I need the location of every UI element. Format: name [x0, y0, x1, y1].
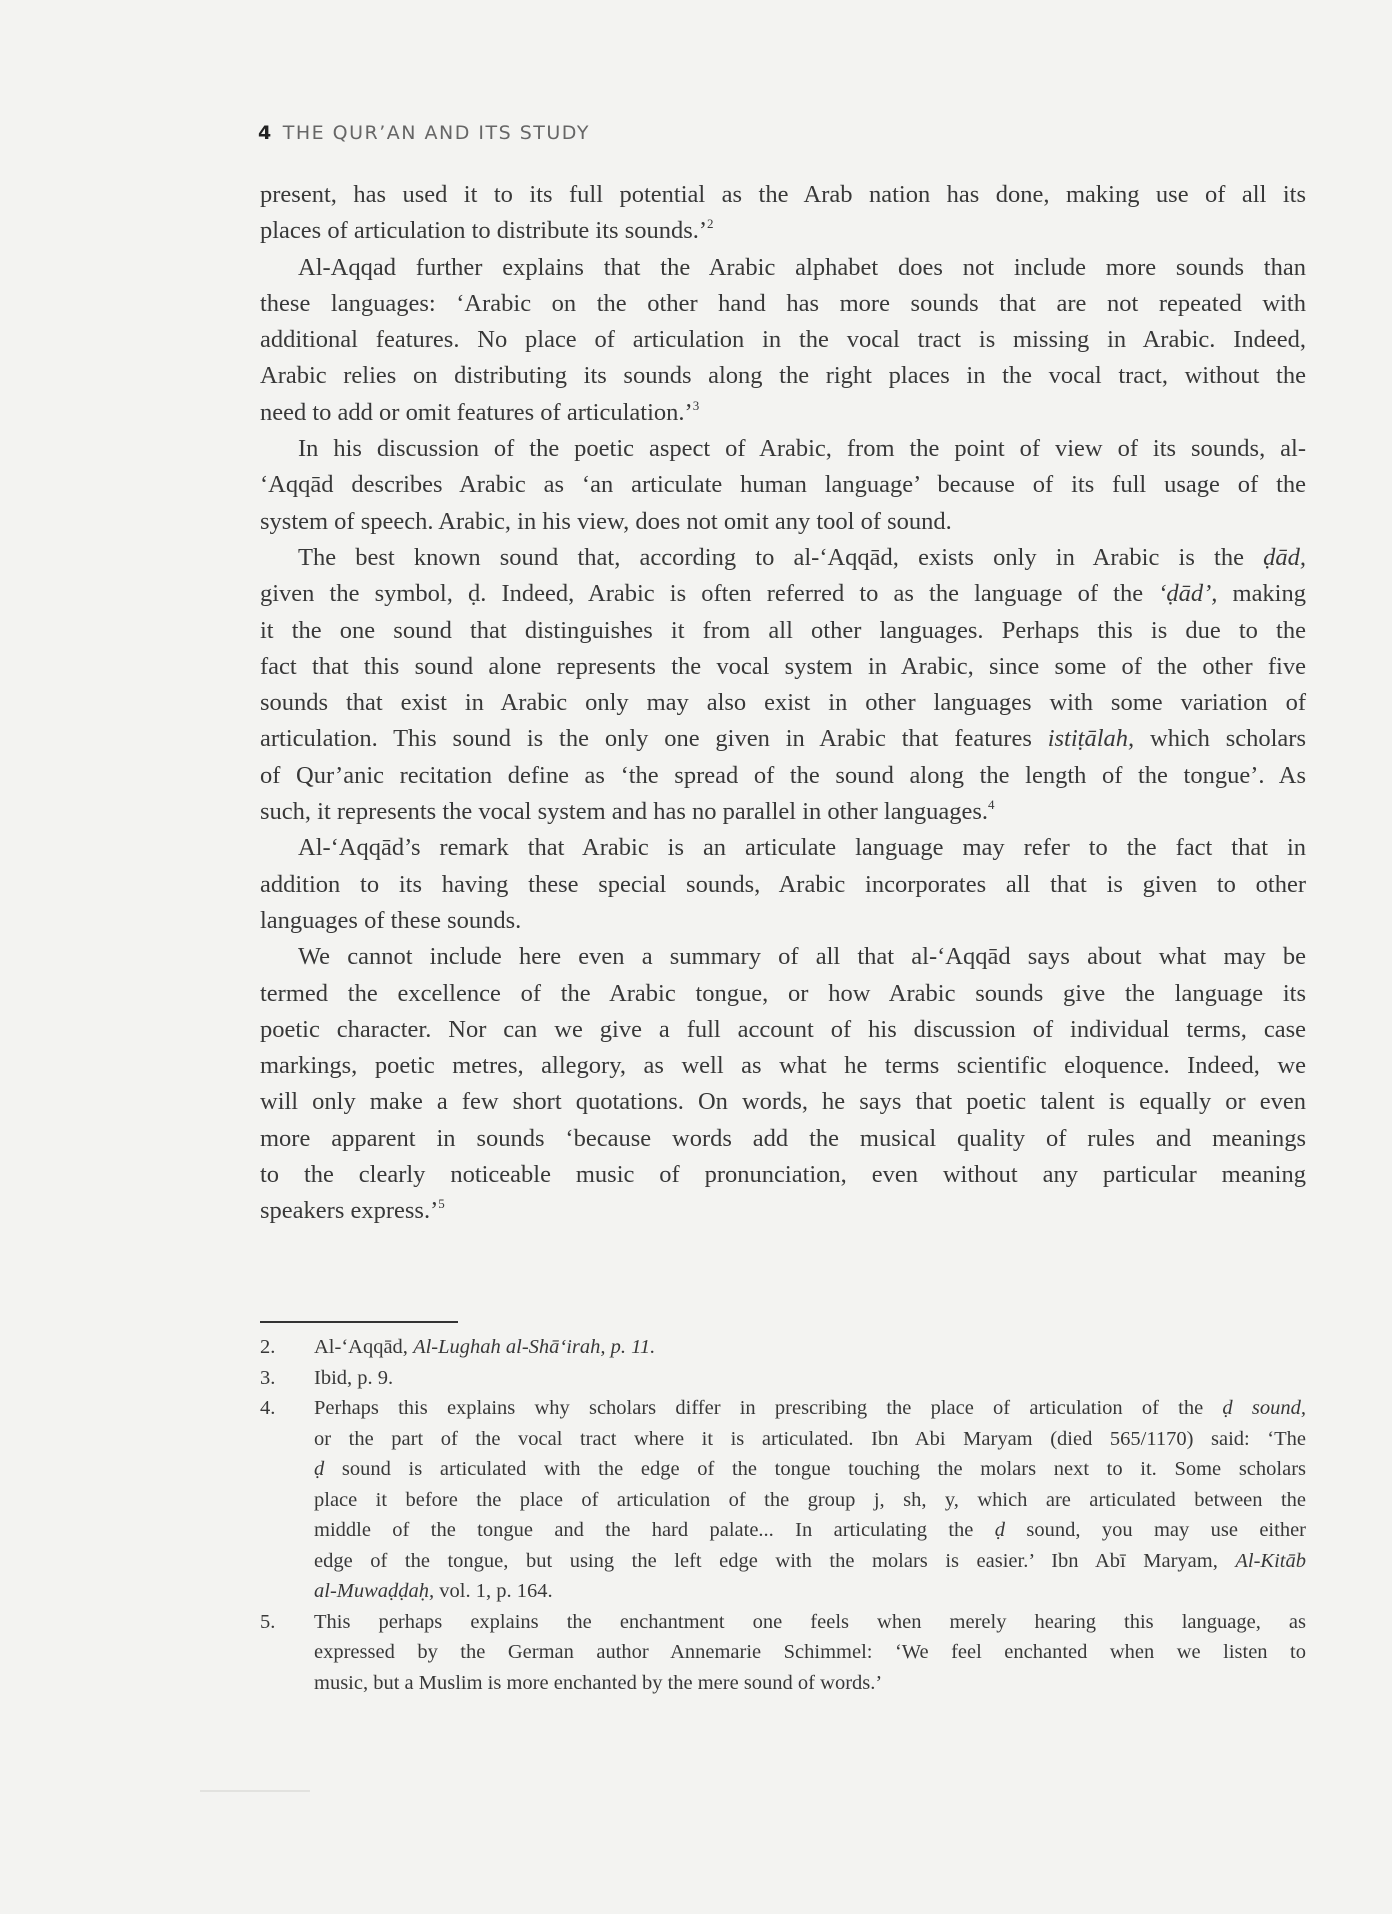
- text-run: such, it represents the vocal system and has no parallel in other languages.: [260, 798, 988, 826]
- text-line: [260, 395, 1306, 431]
- text-run: languages of these sounds.: [260, 906, 522, 934]
- text-line: [260, 903, 1306, 939]
- footnote: [260, 1332, 1306, 1363]
- text-run: Al-‘Aqqād,: [314, 1336, 414, 1358]
- text-run: these languages: ‘Arabic on the other hand has more sounds that are not repeated with: [260, 289, 1306, 317]
- text-run: present, has used it to its full potential as the Arab nation has done, making use of all its: [260, 181, 1306, 208]
- text-line: [314, 1332, 1306, 1363]
- text-line: [260, 1084, 1306, 1120]
- text-run: making: [1217, 580, 1306, 608]
- text-run: of Qur’anic recitation define as ‘the spread of the sound along the length of the tongue’. As: [260, 761, 1306, 789]
- text-line: [260, 1193, 1306, 1229]
- paragraph: [260, 830, 1306, 939]
- text-run: will only make a few short quotations. On words, he says that poetic talent is equally or even: [260, 1088, 1306, 1116]
- text-run: The best known sound that, according to al-‘Aqqād, exists only in Arabic is the: [298, 543, 1264, 571]
- italic-term: al-Muwaḍḍaḥ,: [314, 1580, 435, 1602]
- text-run: sounds that exist in Arabic only may also exist in other languages with some variation of: [260, 689, 1306, 717]
- text-line: [260, 758, 1306, 794]
- text-line: [260, 213, 1306, 249]
- italic-term: Al-Lughah al-Shā‘irah, p. 11.: [413, 1336, 656, 1358]
- text-run: markings, poetic metres, allegory, as well as what he terms scientific eloquence. Indeed, we: [260, 1052, 1306, 1080]
- paragraph: [260, 939, 1306, 1229]
- text-run: additional features. No place of articulation in the vocal tract is missing in Arabic. Indeed,: [260, 326, 1306, 354]
- text-line: [314, 1668, 1306, 1699]
- text-run: sound, you may use either: [1005, 1519, 1306, 1541]
- text-line: [314, 1546, 1306, 1577]
- footnote: [260, 1393, 1306, 1607]
- text-line: [260, 576, 1306, 612]
- main-text: [260, 177, 1306, 1230]
- text-line: [260, 721, 1306, 757]
- footnote-separator: [260, 1321, 458, 1323]
- footnote-ref: 5: [438, 1196, 445, 1212]
- text-line: [260, 177, 1306, 213]
- text-run: This perhaps explains the enchantment one feels when merely hearing this language, as: [314, 1610, 1306, 1633]
- text-run: middle of the tongue and the hard palate... In articulating the: [314, 1519, 995, 1541]
- text-line: [260, 286, 1306, 322]
- text-run: sound is articulated with the edge of the tongue touching the molars next to it. Some scholars: [324, 1458, 1306, 1480]
- text-run: fact that this sound alone represents the vocal system in Arabic, since some of the other five: [260, 652, 1306, 680]
- text-run: need to add or omit features of articulation.’: [260, 398, 693, 426]
- text-line: [260, 613, 1306, 649]
- text-line: [260, 794, 1306, 830]
- text-line: [260, 830, 1306, 866]
- text-line: [260, 467, 1306, 503]
- text-line: [260, 358, 1306, 394]
- footnote-number: 2.: [260, 1336, 276, 1358]
- text-run: Perhaps this explains why scholars differ in prescribing the place of articulation of the: [314, 1397, 1223, 1419]
- text-run: or the part of the vocal tract where it is articulated. Ibn Abi Maryam (died 565/1170) said: ‘The: [314, 1427, 1306, 1450]
- footnote-ref: 3: [692, 397, 700, 413]
- text-run: termed the excellence of the Arabic tongue, or how Arabic sounds give the language its: [260, 979, 1306, 1007]
- text-run: more apparent in sounds ‘because words add the musical quality of rules and meanings: [260, 1124, 1306, 1152]
- text-line: [314, 1363, 1306, 1394]
- text-line: [260, 1121, 1306, 1157]
- text-run: places of articulation to distribute its sounds.’: [260, 217, 708, 245]
- text-line: [260, 540, 1306, 576]
- text-run: edge of the tongue, but using the left edge with the molars is easier.’ Ibn Abī Maryam,: [314, 1549, 1236, 1572]
- text-run: expressed by the German author Annemarie Schimmel: ‘We feel enchanted when we listen to: [314, 1641, 1306, 1663]
- footnote-ref: 4: [987, 797, 995, 813]
- text-line: [260, 649, 1306, 685]
- text-run: system of speech. Arabic, in his view, does not omit any tool of sound.: [260, 507, 952, 535]
- text-line: [314, 1515, 1306, 1546]
- text-line: [314, 1637, 1306, 1668]
- text-line: [260, 1157, 1306, 1193]
- italic-term: ḍād,: [1263, 543, 1306, 571]
- text-run: Al-‘Aqqād’s remark that Arabic is an articulate language may refer to the fact that in: [298, 834, 1306, 862]
- text-run: to the clearly noticeable music of pronunciation, even without any particular meaning: [260, 1161, 1306, 1189]
- text-run: music, but a Muslim is more enchanted by the mere sound of words.’: [314, 1671, 883, 1694]
- text-line: [314, 1454, 1306, 1485]
- italic-term: Al-Kitāb: [1235, 1549, 1306, 1572]
- text-run: In his discussion of the poetic aspect of Arabic, from the point of view of its sounds, al-: [298, 435, 1306, 463]
- footnote-number: 4.: [260, 1397, 276, 1419]
- text-run: which scholars: [1134, 725, 1306, 753]
- text-run: We cannot include here even a summary of all that al-‘Aqqād says about what may be: [298, 943, 1306, 971]
- paragraph: [260, 431, 1306, 540]
- text-line: [260, 1012, 1306, 1048]
- footnotes: [260, 1332, 1306, 1698]
- italic-term: ‘ḍād’,: [1158, 580, 1218, 608]
- text-run: addition to its having these special sounds, Arabic incorporates all that is given to other: [260, 870, 1306, 898]
- text-line: [314, 1424, 1306, 1455]
- text-run: vol. 1, p. 164.: [434, 1580, 553, 1602]
- italic-term: ḍ sound,: [1222, 1397, 1306, 1419]
- running-title: THE QUR’AN AND ITS STUDY: [282, 122, 590, 144]
- text-line: [260, 685, 1306, 721]
- text-line: [260, 504, 1306, 540]
- text-run: place it before the place of articulation of the group j, sh, y, which are articulated between the: [314, 1488, 1306, 1511]
- running-header: [258, 122, 590, 144]
- text-line: [314, 1393, 1306, 1424]
- text-line: [260, 939, 1306, 975]
- text-run: Ibid, p. 9.: [314, 1366, 394, 1389]
- text-line: [260, 322, 1306, 358]
- footnote: [260, 1363, 1306, 1394]
- text-line: [314, 1576, 1306, 1607]
- text-run: Al-Aqqad further explains that the Arabic alphabet does not include more sounds than: [298, 253, 1306, 281]
- italic-term: ḍ: [314, 1458, 325, 1480]
- page-number: 4: [258, 122, 273, 144]
- text-line: [314, 1607, 1306, 1638]
- text-line: [260, 431, 1306, 467]
- text-line: [260, 250, 1306, 286]
- paragraph: [260, 177, 1306, 250]
- footnote: [260, 1607, 1306, 1699]
- footnote-number: 5.: [260, 1610, 276, 1633]
- paragraph: [260, 250, 1306, 431]
- text-run: speakers express.’: [260, 1197, 439, 1225]
- text-run: poetic character. Nor can we give a full account of his discussion of individual terms, case: [260, 1015, 1306, 1043]
- footnote-number: 3.: [260, 1366, 276, 1389]
- text-run: Arabic relies on distributing its sounds along the right places in the vocal tract, without the: [260, 362, 1306, 390]
- text-line: [260, 1048, 1306, 1084]
- footnote-ref: 2: [707, 216, 714, 232]
- text-run: given the symbol, ḍ. Indeed, Arabic is often referred to as the language of the: [260, 580, 1159, 608]
- italic-term: ḍ: [994, 1519, 1006, 1541]
- paragraph: [260, 540, 1306, 830]
- text-line: [260, 867, 1306, 903]
- text-run: articulation. This sound is the only one given in Arabic that features: [260, 725, 1048, 753]
- text-line: [260, 976, 1306, 1012]
- scan-mark: [200, 1790, 310, 1792]
- text-run: it the one sound that distinguishes it from all other languages. Perhaps this is due to the: [260, 616, 1306, 644]
- italic-term: istiṭālah,: [1047, 725, 1135, 753]
- text-run: ‘Aqqād describes Arabic as ‘an articulate human language’ because of its full usage of the: [260, 471, 1306, 499]
- text-line: [314, 1485, 1306, 1516]
